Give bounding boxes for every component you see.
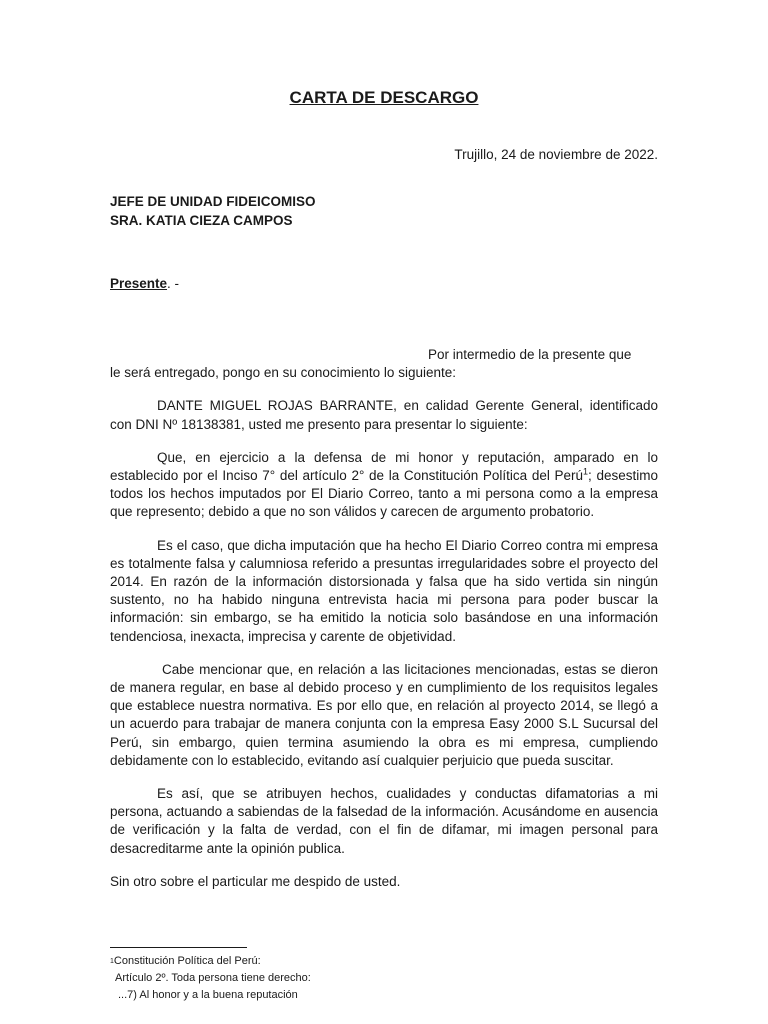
recipient-position: JEFE DE UNIDAD FIDEICOMISO: [110, 194, 316, 209]
paragraph-intro-start: Por intermedio de la presente que: [428, 347, 632, 362]
paragraph-intro: [110, 346, 658, 382]
footnote-marker: 1: [110, 958, 114, 965]
footnote-line-1: [110, 953, 311, 970]
paragraph-closing: Sin otro sobre el particular me despido de usted.: [110, 873, 401, 889]
paragraph-defamation: Es así, que se atribuyen hechos, cualidades y conductas difamatorias a mi persona, actuando a sabiendas de la falsedad de la información. Acusándome en ausencia de verificación y la falta de verdad, con el fin de difamar, mi imagen personal para desacreditarme ante la opinión publica.: [110, 786, 658, 856]
paragraph-defense: [110, 449, 658, 522]
greeting-suffix: . -: [167, 276, 180, 291]
letter-title: CARTA DE DESCARGO: [289, 88, 479, 107]
paragraph-identification: DANTE MIGUEL ROJAS BARRANTE, en calidad Gerente General, identificado con DNI Nº 18138381, usted me presento para presentar lo siguiente:: [110, 398, 658, 432]
paragraph-defense-text-b: ; desestimo todos los hechos imputados por El Diario Correo, tanto a mi persona como a la empresa que represento; debido a que no son válidos y carecen de argumento probatorio.: [110, 468, 658, 520]
paragraph-tenders: Cabe mencionar que, en relación a las licitaciones mencionadas, estas se dieron de manera regular, en base al debido proceso y en cumplimiento de los requisitos legales que establece nuestra normativa. Es por ello que, en relación al proyecto 2014, se llegó a un acuerdo para trabajar de manera conjunta con la empresa Easy 2000 S.L Sucursal del Perú, sin embargo, quien termina asumiendo la obra es mi empresa, cumpliendo debidamente con lo establecido, evitando así cualquier perjuicio que pueda suscitar.: [110, 661, 658, 768]
letter-body: [110, 346, 658, 906]
paragraph-defense-text-a: Que, en ejercicio a la defensa de mi honor y reputación, amparado en lo establecido por el Inciso 7° del artículo 2° de la Constitución Política del Perú: [110, 449, 658, 484]
paragraph-case: Es el caso, que dicha imputación que ha hecho El Diario Correo contra mi empresa es totalmente falsa y calumniosa referido a presuntas irregularidades sobre el proyecto del 2014. En razón de la información distorsionada y falsa que ha sido vertida sin ningún sustento, no ha habido ninguna entrevista hacia mi persona para poder buscar la información: sin embargo, se ha emitido la noticia solo basándose en una información tendenciosa, inexacta, imprecisa y carente de objetividad.: [110, 537, 658, 644]
footnote-reference: 1: [583, 466, 589, 477]
letter-date: Trujillo, 24 de noviembre de 2022.: [454, 147, 658, 162]
footnotes: [110, 953, 311, 1004]
footnote-line-3: ...7) Al honor y a la buena reputación: [118, 989, 298, 1001]
footnote-line-2: Artículo 2º. Toda persona tiene derecho:: [115, 972, 311, 984]
footnote-text-1: Constitución Política del Perú:: [113, 955, 261, 967]
paragraph-intro-rest: le será entregado, pongo en su conocimiento lo siguiente:: [110, 365, 456, 381]
recipient-name: SRA. KATIA CIEZA CAMPOS: [110, 213, 293, 228]
footnote-divider: [110, 947, 247, 948]
greeting: [110, 276, 179, 291]
greeting-word: Presente: [110, 276, 168, 291]
